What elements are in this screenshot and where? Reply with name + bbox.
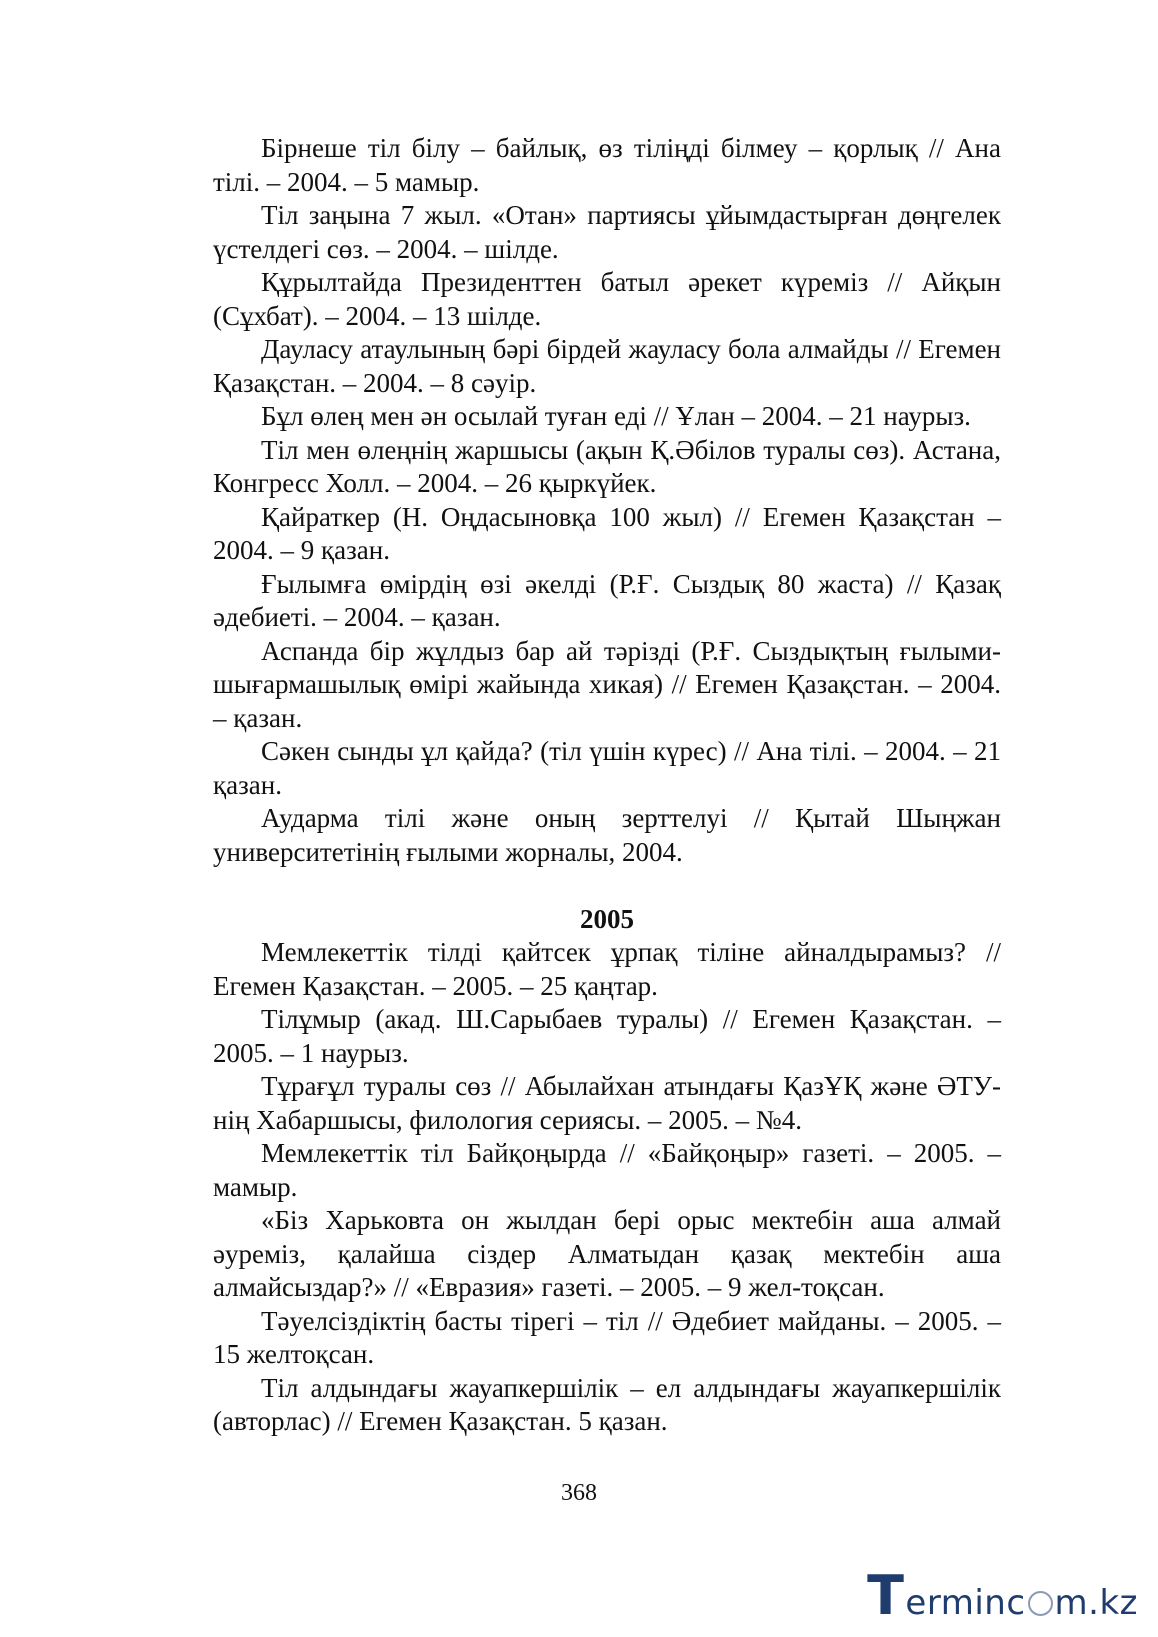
year-heading: 2005	[580, 904, 634, 934]
document-page	[213, 132, 1001, 1439]
bibliography-entry: Аспанда бір жұлдыз бар ай тәрізді (Р.Ғ. Сыздықтың ғылыми-шығармашылық өмірі жайында хикая) // Егемен Қазақстан. – 2004. – қазан.	[213, 635, 1001, 733]
bibliography-entry: Қайраткер (Н. Оңдасыновқа 100 жыл) // Егемен Қазақстан – 2004. – 9 қазан.	[213, 501, 1001, 565]
bibliography-entry: Мемлекеттік тілді қайтсек ұрпақ тіліне айналдырамыз? // Егемен Қазақстан. – 2005. – 25 қаңтар.	[213, 937, 1001, 1001]
magnifier-icon	[1028, 1591, 1053, 1616]
bibliography-entry: Аударма тілі және оның зерттелуі // Қытай Шыңжан университетінің ғылыми жорналы, 2004.	[213, 803, 1001, 867]
bibliography-entry: Тәуелсіздіктің басты тірегі – тіл // Әдебиет майданы. – 2005. – 15 желтоқсан.	[213, 1305, 1001, 1369]
bibliography-entry: Тіл заңына 7 жыл. «Отан» партиясы ұйымдастырған дөңгелек үстелдегі сөз. – 2004. – шілде.	[213, 200, 1001, 264]
bibliography-entry: Дауласу атаулының бәрі бірдей жауласу бола алмайды // Егемен Қазақстан. – 2004. – 8 сәуір.	[213, 334, 1001, 398]
watermark-text-part2: m.kz	[1054, 1583, 1138, 1623]
bibliography-entry: Бұл өлең мен ән осылай туған еді // Ұлан – 2004. – 21 наурыз.	[261, 401, 971, 431]
bibliography-entry: Тілұмыр (акад. Ш.Сарыбаев туралы) // Егемен Қазақстан. – 2005. – 1 наурыз.	[213, 1004, 1001, 1068]
entries-2004	[213, 132, 1001, 869]
bibliography-entry: Тіл мен өлеңнің жаршысы (ақын Қ.Әбілов туралы сөз). Астана, Конгресс Холл. – 2004. – 26 қыркүйек.	[213, 434, 1001, 498]
bibliography-entry: Тұрағұл туралы сөз // Абылайхан атындағы ҚазҰҚ және ӘТУ-нің Хабаршысы, филология сериясы. – 2005. – №4.	[213, 1071, 1001, 1135]
bibliography-entry: Бірнеше тіл білу – байлық, өз тіліңді білмеу – қорлық // Ана тілі. – 2004. – 5 мамыр.	[213, 133, 1001, 197]
bibliography-entry: Мемлекеттік тіл Байқоңырда // «Байқоңыр» газеті. – 2005. – мамыр.	[213, 1138, 1001, 1202]
bibliography-entry: Құрылтайда Президенттен батыл әрекет күреміз // Айқын (Сұхбат). – 2004. – 13 шілде.	[213, 267, 1001, 331]
watermark-first-letter: T	[867, 1564, 905, 1627]
bibliography-entry: Ғылымға өмірдің өзі әкелді (Р.Ғ. Сыздық 80 жаста) // Қазақ әдебиеті. – 2004. – қазан.	[213, 568, 1001, 632]
bibliography-entry: Сәкен сынды ұл қайда? (тіл үшін күрес) // Ана тілі. – 2004. – 21 қазан.	[213, 736, 1001, 800]
bibliography-entry: Тіл алдындағы жауапкершілік – ел алдындағы жауапкершілік (авторлас) // Егемен Қазақстан. 5 қазан.	[213, 1372, 1001, 1436]
page-number: 368	[561, 1480, 597, 1506]
bibliography-entry: «Біз Харьковта он жылдан бері орыс мектебін аша алмай әуреміз, қалайша сіздер Алматыдан қазақ мектебін аша алмайсыздар?» // «Евразия» газеті. – 2005. – 9 жел-тоқсан.	[213, 1205, 1001, 1302]
terminkom-watermark	[867, 1564, 1138, 1627]
entries-2005	[213, 936, 1001, 1439]
watermark-text-part1: erminc	[905, 1583, 1026, 1623]
